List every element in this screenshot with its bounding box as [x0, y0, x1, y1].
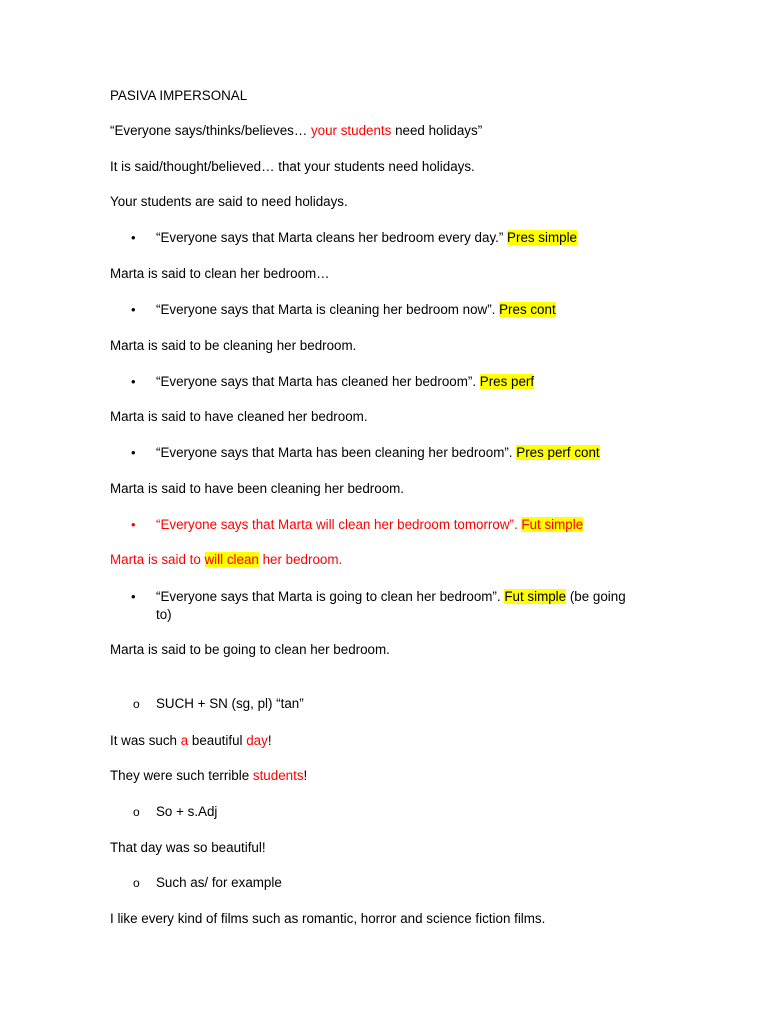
text-line-12: That day was so beautiful!	[110, 840, 266, 855]
page-title: PASIVA IMPERSONAL	[110, 88, 248, 103]
circle-item-1: SUCH + SN (sg, pl) “tan”	[156, 696, 304, 711]
text-line-1: “Everyone says/thinks/believes… your students need holidays”	[110, 123, 483, 138]
tense-tag: Pres perf cont	[516, 445, 600, 460]
bullet-item-4: “Everyone says that Marta has been cleaning her bedroom”. Pres perf cont	[156, 445, 600, 460]
bullet-icon: •	[131, 302, 136, 317]
text-line-3: Your students are said to need holidays.	[110, 194, 348, 209]
text-line-10: It was such a beautiful day!	[110, 733, 272, 748]
text-line-11: They were such terrible students!	[110, 768, 308, 783]
tense-tag: Pres simple	[507, 230, 577, 245]
highlighted-text: will clean	[204, 552, 259, 567]
bullet-item-5: “Everyone says that Marta will clean her bedroom tomorrow”. Fut simple	[156, 517, 584, 532]
text-line-5: Marta is said to be cleaning her bedroom.	[110, 338, 357, 353]
bullet-item-6-continuation: to)	[156, 607, 172, 622]
bullet-icon: •	[131, 374, 136, 389]
text-line-2: It is said/thought/believed… that your students need holidays.	[110, 159, 475, 174]
bullet-icon: •	[131, 445, 136, 460]
text-line-8: Marta is said to will clean her bedroom.	[110, 552, 343, 567]
tense-tag: Pres cont	[499, 302, 556, 317]
text-line-6: Marta is said to have cleaned her bedroom.	[110, 409, 368, 424]
text-line-9: Marta is said to be going to clean her bedroom.	[110, 642, 390, 657]
bullet-icon: •	[131, 589, 136, 604]
bullet-icon: •	[131, 230, 136, 245]
text-line-13: I like every kind of films such as romantic, horror and science fiction films.	[110, 911, 546, 926]
bullet-item-2: “Everyone says that Marta is cleaning her bedroom now”. Pres cont	[156, 302, 556, 317]
tense-tag: Pres perf	[479, 374, 535, 389]
circle-item-3: Such as/ for example	[156, 875, 282, 890]
circle-item-2: So + s.Adj	[156, 804, 218, 819]
text-line-7: Marta is said to have been cleaning her bedroom.	[110, 481, 405, 496]
bullet-icon: •	[131, 517, 136, 532]
tense-tag: Fut simple	[504, 589, 567, 604]
circle-bullet-icon: o	[133, 876, 140, 890]
text-line-4: Marta is said to clean her bedroom…	[110, 266, 330, 281]
bullet-item-6: “Everyone says that Marta is going to clean her bedroom”. Fut simple (be going	[156, 589, 626, 604]
tense-tag: Fut simple	[521, 517, 584, 532]
red-text: your students	[310, 123, 392, 138]
circle-bullet-icon: o	[133, 805, 140, 819]
circle-bullet-icon: o	[133, 697, 140, 711]
bullet-item-3: “Everyone says that Marta has cleaned her bedroom”. Pres perf	[156, 374, 535, 389]
bullet-item-1: “Everyone says that Marta cleans her bedroom every day.” Pres simple	[156, 230, 577, 245]
